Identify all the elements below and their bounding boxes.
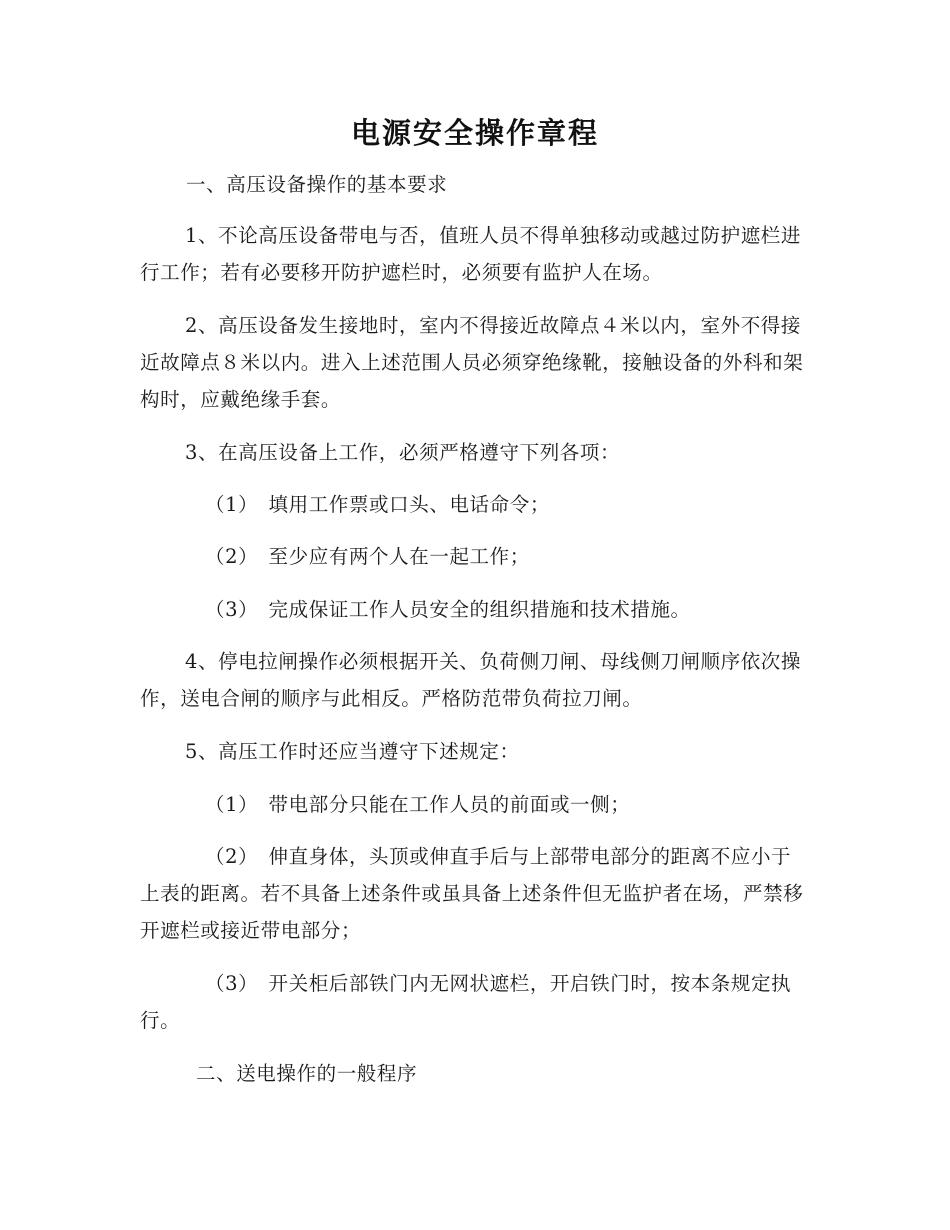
list-item-5-1: （1） 带电部分只能在工作人员的前面或一侧； <box>205 793 631 816</box>
paragraph-1: 1、不论高压设备带电与否，值班人员不得单独移动或越过防护遮栏进行工作；若有必要移开防护遮栏时，必须要有监护人在场。 <box>140 224 802 284</box>
list-item-3-2: （2） 至少应有两个人在一起工作； <box>205 545 530 568</box>
list-item-5-2: （2） 伸直身体，头顶或伸直手后与上部带电部分的距离不应小于上表的距离。若不具备上述条件或虽具备上述条件但无监护者在场，严禁移开遮栏或接近带电部分； <box>140 845 804 942</box>
paragraph-2: 2、高压设备发生接地时，室内不得接近故障点４米以内，室外不得接近故障点８米以内。进入上述范围人员必须穿绝缘靴，接触设备的外科和架构时，应戴绝缘手套。 <box>140 314 804 411</box>
paragraph-5: 5、高压工作时还应当遵守下述规定： <box>185 740 520 763</box>
section-heading-1: 一、高压设备操作的基本要求 <box>186 173 448 196</box>
paragraph-4: 4、停电拉闸操作必须根据开关、负荷侧刀闸、母线侧刀闸顺序依次操作，送电合闸的顺序与此相反。严格防范带负荷拉刀闸。 <box>140 650 802 710</box>
list-item-3-1: （1） 填用工作票或口头、电话命令； <box>205 493 550 516</box>
list-item-5-3: （3） 开关柜后部铁门内无网状遮栏，开启铁门时，按本条规定执行。 <box>140 972 792 1032</box>
document-title: 电源安全操作章程 <box>350 116 599 150</box>
list-item-3-3: （3） 完成保证工作人员安全的组织措施和技术措施。 <box>205 598 691 621</box>
paragraph-3: 3、在高压设备上工作，必须严格遵守下列各项： <box>185 441 621 464</box>
section-heading-2: 二、送电操作的一般程序 <box>196 1062 418 1085</box>
